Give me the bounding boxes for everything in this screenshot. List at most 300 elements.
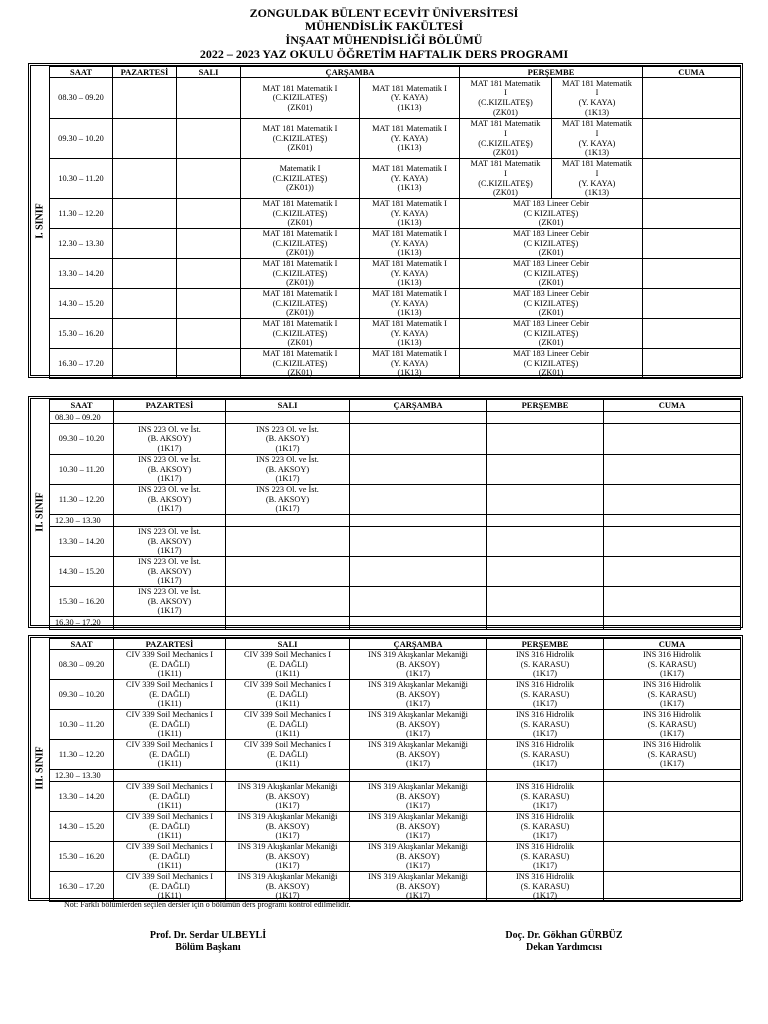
course-cell — [604, 455, 741, 485]
course-cell — [643, 259, 741, 289]
course-line: MAT 181 Matematik I — [372, 229, 447, 239]
course-line: (B. AKSOY) — [147, 434, 192, 444]
course-cell — [604, 650, 741, 680]
course-line: MAT 181 Matematik — [470, 78, 541, 88]
course-line: (1K11) — [157, 801, 182, 811]
course-line: MAT 181 Matematik I — [262, 199, 338, 209]
course-line: (1K17) — [660, 729, 684, 739]
course-cell — [350, 770, 487, 782]
course-line: (S. KARASU) — [520, 689, 570, 699]
course-line: (1K17) — [406, 831, 430, 841]
course-line: (1K11) — [275, 759, 300, 769]
course-line: INS 316 Hidrolik — [515, 740, 575, 750]
course-line: (ZK01) — [493, 107, 518, 117]
course-line: INS 316 Hidrolik — [515, 710, 575, 720]
course-line: (Y. KAYA) — [578, 98, 616, 107]
course-line: MAT 181 Matematik I — [372, 259, 447, 269]
course-cell — [643, 229, 741, 259]
course-line: (S. KARASU) — [520, 659, 570, 669]
course-cell — [460, 159, 552, 199]
course-line: (1K17) — [406, 669, 430, 679]
course-line: (ZK01) — [287, 143, 313, 153]
course-line: (E. DAĞLI) — [149, 821, 190, 831]
course-cell — [460, 289, 643, 319]
course-line: (C.KIZILATEŞ) — [478, 178, 533, 188]
course-line: (ZK01)) — [286, 308, 314, 318]
course-line: MAT 183 Lineer Cebir — [512, 349, 590, 358]
course-cell — [552, 159, 643, 199]
course-cell — [604, 710, 741, 740]
course-cell — [604, 485, 741, 515]
course-cell — [350, 587, 487, 617]
course-line: (1K17) — [275, 474, 300, 484]
course-cell — [487, 527, 604, 557]
day-header: CUMA — [604, 400, 741, 412]
course-cell — [350, 557, 487, 587]
course-line: (1K17) — [406, 801, 430, 811]
course-cell — [113, 199, 177, 229]
course-line: INS 319 Akışkanlar Mekaniği — [368, 740, 468, 750]
course-line: CIV 339 Soil Mechanics I — [126, 710, 213, 720]
course-line: INS 319 Akışkanlar Mekaniği — [368, 650, 468, 660]
course-cell — [460, 259, 643, 289]
course-line: (1K13) — [397, 183, 422, 193]
course-line: (E. DAĞLI) — [149, 719, 190, 729]
schedule-row — [50, 259, 741, 289]
course-line: (C.KIZILATEŞ) — [272, 328, 328, 338]
course-line: MAT 183 Lineer Cebir — [512, 199, 590, 209]
course-cell — [604, 812, 741, 842]
course-cell — [487, 872, 604, 902]
course-line: (1K17) — [533, 729, 557, 739]
course-line: (1K17) — [406, 729, 430, 739]
course-cell — [487, 710, 604, 740]
course-cell — [114, 557, 226, 587]
course-cell — [114, 782, 226, 812]
time-slot: 13.30 – 14.20 — [50, 782, 114, 812]
course-line: CIV 339 Soil Mechanics I — [126, 740, 213, 750]
time-slot: 16.30 – 17.20 — [50, 617, 114, 630]
course-line: (S. KARASU) — [520, 851, 570, 861]
grade2-label-cell — [31, 399, 50, 625]
course-line: (1K11) — [157, 759, 182, 769]
course-cell — [114, 455, 226, 485]
course-line: (1K13) — [397, 102, 422, 112]
course-line: (S. KARASU) — [520, 719, 570, 729]
course-cell — [350, 710, 487, 740]
course-line: (Y. KAYA) — [391, 358, 428, 368]
course-line: I — [504, 88, 507, 98]
course-cell — [604, 424, 741, 455]
course-cell — [177, 119, 241, 159]
course-line: INS 316 Hidrolik — [642, 740, 702, 750]
course-line: CIV 339 Soil Mechanics I — [244, 650, 331, 660]
course-cell — [487, 412, 604, 424]
course-line: (ZK01) — [538, 218, 564, 228]
course-line: MAT 183 Lineer Cebir — [512, 319, 590, 329]
course-cell — [241, 229, 360, 259]
schedule-row — [50, 485, 741, 515]
course-cell — [226, 515, 350, 527]
grade3-label: III. SINIF — [34, 746, 46, 790]
course-cell — [604, 782, 741, 812]
time-slot: 14.30 – 15.20 — [50, 557, 114, 587]
course-cell — [460, 229, 643, 259]
course-line: I — [595, 88, 599, 98]
course-cell — [114, 424, 226, 455]
course-line: (1K11) — [157, 699, 182, 709]
course-line: (1K11) — [157, 861, 182, 871]
schedule-row — [50, 78, 741, 119]
course-cell — [487, 740, 604, 770]
course-cell — [460, 78, 552, 119]
day-header: SALI — [226, 639, 350, 650]
course-cell — [604, 617, 741, 630]
course-line: CIV 339 Soil Mechanics I — [126, 812, 213, 822]
course-line: MAT 181 Matematik I — [372, 164, 447, 174]
course-line: (1K13) — [397, 338, 422, 348]
course-cell — [643, 119, 741, 159]
course-line: I — [504, 168, 507, 178]
course-line: (ZK01) — [538, 278, 564, 288]
course-cell — [604, 770, 741, 782]
course-line: (Y. KAYA) — [391, 173, 428, 183]
course-line: (1K17) — [157, 606, 182, 616]
day-header: SAAT — [50, 639, 114, 650]
day-header: PAZARTESİ — [114, 400, 226, 412]
schedule-row — [50, 740, 741, 770]
course-line: INS 319 Akışkanlar Mekaniği — [237, 842, 338, 852]
course-cell — [226, 842, 350, 872]
course-cell — [604, 412, 741, 424]
course-line: INS 223 Ol. ve İst. — [138, 424, 201, 434]
course-cell — [226, 710, 350, 740]
course-cell — [360, 199, 460, 229]
course-cell — [114, 740, 226, 770]
course-cell — [177, 259, 241, 289]
course-line: (1K17) — [533, 699, 557, 709]
course-line: MAT 181 Matematik I — [372, 289, 447, 299]
course-cell — [226, 650, 350, 680]
course-line: (1K17) — [157, 443, 182, 453]
document-title: 2022 – 2023 YAZ OKULU ÖĞRETİM HAFTALIK DERS PROGRAMI — [199, 47, 569, 61]
course-line: (S. KARASU) — [647, 659, 697, 669]
course-line: (C KIZILATEŞ) — [523, 208, 579, 218]
course-cell — [604, 557, 741, 587]
course-line: (B. AKSOY) — [396, 749, 440, 759]
course-cell — [226, 872, 350, 902]
course-cell — [241, 78, 360, 119]
course-line: (1K17) — [406, 891, 430, 901]
course-line: (Y. KAYA) — [578, 178, 616, 188]
course-cell — [552, 78, 643, 119]
course-line: INS 223 Ol. ve İst. — [138, 587, 201, 597]
course-line: MAT 181 Matematik I — [262, 259, 338, 269]
schedule-row — [50, 289, 741, 319]
course-line: (C KIZILATEŞ) — [523, 298, 579, 308]
course-line: (1K17) — [660, 699, 684, 709]
course-cell — [350, 782, 487, 812]
course-line: (1K13) — [585, 188, 609, 198]
course-line: (Y. KAYA) — [391, 208, 428, 218]
course-line: (1K17) — [275, 831, 300, 841]
day-header: SAAT — [50, 400, 114, 412]
course-cell — [643, 78, 741, 119]
course-line: (ZK01) — [538, 338, 564, 348]
time-slot: 08.30 – 09.20 — [50, 650, 114, 680]
course-cell — [241, 159, 360, 199]
schedule-row — [50, 812, 741, 842]
grade3-label-cell — [31, 638, 50, 898]
course-line: INS 316 Hidrolik — [642, 680, 702, 690]
course-line: (1K11) — [157, 831, 182, 841]
course-cell — [487, 650, 604, 680]
course-line: INS 319 Akışkanlar Mekaniği — [368, 812, 468, 822]
course-line: MAT 181 Matematik I — [262, 349, 338, 358]
course-cell — [360, 289, 460, 319]
course-line: (B. AKSOY) — [396, 659, 440, 669]
course-line: INS 316 Hidrolik — [515, 812, 575, 822]
course-cell — [487, 782, 604, 812]
course-cell — [643, 199, 741, 229]
time-slot: 15.30 – 16.20 — [50, 587, 114, 617]
course-line: (1K17) — [157, 504, 182, 514]
course-line: (C.KIZILATEŞ) — [272, 298, 328, 308]
course-line: (1K13) — [397, 278, 422, 288]
course-line: (B. AKSOY) — [265, 494, 310, 504]
course-cell — [360, 259, 460, 289]
course-line: INS 319 Akışkanlar Mekaniği — [368, 680, 468, 690]
schedule-row — [50, 424, 741, 455]
course-cell — [177, 229, 241, 259]
schedule-row — [50, 650, 741, 680]
course-line: I — [595, 128, 599, 138]
course-cell — [487, 587, 604, 617]
course-cell — [114, 587, 226, 617]
day-header: ÇARŞAMBA — [350, 400, 487, 412]
course-cell — [487, 455, 604, 485]
course-cell — [113, 289, 177, 319]
time-slot: 09.30 – 10.20 — [50, 424, 114, 455]
course-cell — [350, 515, 487, 527]
schedule-row — [50, 617, 741, 630]
course-line: (1K17) — [533, 759, 557, 769]
course-line: (Y. KAYA) — [391, 328, 428, 338]
course-line: CIV 339 Soil Mechanics I — [126, 650, 213, 660]
course-cell — [350, 412, 487, 424]
course-line: INS 223 Ol. ve İst. — [256, 485, 319, 495]
course-line: (C.KIZILATEŞ) — [272, 173, 328, 183]
course-line: (C.KIZILATEŞ) — [272, 358, 328, 368]
course-cell — [604, 527, 741, 557]
course-cell — [226, 617, 350, 630]
course-cell — [114, 617, 226, 630]
course-line: (1K11) — [275, 699, 300, 709]
course-cell — [487, 617, 604, 630]
course-line: MAT 181 Matematik I — [372, 199, 447, 209]
course-line: INS 319 Akışkanlar Mekaniği — [368, 872, 468, 881]
course-line: (1K17) — [533, 861, 557, 871]
course-cell — [113, 119, 177, 159]
course-line: (1K17) — [275, 504, 300, 514]
grade1-block — [28, 63, 743, 378]
course-cell — [177, 159, 241, 199]
course-line: (ZK01) — [538, 308, 564, 318]
course-cell — [360, 319, 460, 349]
course-cell — [350, 485, 487, 515]
course-cell — [226, 412, 350, 424]
course-cell — [177, 349, 241, 379]
time-slot: 16.30 – 17.20 — [50, 872, 114, 902]
day-header: CUMA — [604, 639, 741, 650]
course-cell — [460, 119, 552, 159]
course-line: (1K17) — [157, 546, 182, 556]
faculty-name: MÜHENDİSLİK FAKÜLTESİ — [304, 19, 464, 33]
course-line: (1K17) — [533, 891, 557, 901]
schedule-row — [50, 199, 741, 229]
course-cell — [360, 159, 460, 199]
course-line: MAT 181 Matematik — [562, 159, 632, 169]
course-cell — [226, 455, 350, 485]
course-cell — [226, 782, 350, 812]
course-line: (E. DAĞLI) — [267, 749, 308, 759]
course-line: (E. DAĞLI) — [267, 659, 308, 669]
course-cell — [113, 349, 177, 379]
course-line: INS 319 Akışkanlar Mekaniği — [368, 710, 468, 720]
time-slot: 14.30 – 15.20 — [50, 812, 114, 842]
course-cell — [487, 842, 604, 872]
schedule-row — [50, 119, 741, 159]
course-cell — [226, 485, 350, 515]
time-slot: 11.30 – 12.20 — [50, 485, 114, 515]
course-line: INS 316 Hidrolik — [515, 842, 575, 852]
course-line: (1K17) — [533, 669, 557, 679]
course-line: (ZK01) — [287, 368, 313, 378]
schedule-row — [50, 515, 741, 527]
course-cell — [350, 650, 487, 680]
course-line: (ZK01) — [493, 188, 518, 198]
time-slot: 12.30 – 13.30 — [50, 515, 114, 527]
course-cell — [177, 319, 241, 349]
course-line: (B. AKSOY) — [396, 719, 440, 729]
course-cell — [226, 424, 350, 455]
course-cell — [226, 557, 350, 587]
course-line: INS 316 Hidrolik — [515, 782, 575, 792]
course-line: MAT 181 Matematik I — [262, 83, 338, 93]
course-cell — [114, 485, 226, 515]
course-cell — [226, 740, 350, 770]
course-line: (S. KARASU) — [520, 821, 570, 831]
course-line: MAT 181 Matematik I — [262, 229, 338, 239]
course-cell — [487, 812, 604, 842]
course-line: (1K13) — [585, 107, 609, 117]
course-cell — [241, 119, 360, 159]
course-line: CIV 339 Soil Mechanics I — [126, 842, 213, 852]
time-slot: 09.30 – 10.20 — [50, 680, 114, 710]
course-line: (B. AKSOY) — [265, 791, 310, 801]
course-line: CIV 339 Soil Mechanics I — [244, 680, 331, 690]
course-cell — [177, 78, 241, 119]
time-slot: 08.30 – 09.20 — [50, 78, 113, 119]
course-line: (S. KARASU) — [520, 749, 570, 759]
course-line: (B. AKSOY) — [265, 881, 310, 891]
course-cell — [487, 515, 604, 527]
day-header: CUMA — [643, 67, 741, 78]
time-slot: 11.30 – 12.20 — [50, 199, 113, 229]
schedule-row — [50, 770, 741, 782]
course-line: INS 223 Ol. ve İst. — [256, 455, 319, 465]
course-line: (C.KIZILATEŞ) — [272, 133, 328, 143]
course-line: MAT 183 Lineer Cebir — [512, 259, 590, 269]
course-cell — [226, 812, 350, 842]
course-cell — [241, 349, 360, 379]
course-line: INS 223 Ol. ve İst. — [138, 557, 201, 567]
course-line: (1K11) — [157, 891, 182, 901]
course-line: MAT 181 Matematik — [470, 119, 541, 129]
time-slot: 14.30 – 15.20 — [50, 289, 113, 319]
course-line: (ZK01) — [287, 338, 313, 348]
course-cell — [460, 199, 643, 229]
course-line: (ZK01)) — [286, 248, 314, 258]
course-cell — [177, 199, 241, 229]
course-line: MAT 181 Matematik — [562, 78, 632, 88]
course-line: MAT 181 Matematik I — [372, 124, 447, 134]
time-slot: 13.30 – 14.20 — [50, 527, 114, 557]
course-line: (E. DAĞLI) — [149, 689, 190, 699]
course-cell — [114, 515, 226, 527]
course-line: (1K13) — [397, 143, 422, 153]
course-line: (S. KARASU) — [647, 689, 697, 699]
course-line: (C KIZILATEŞ) — [523, 238, 579, 248]
course-line: (Y. KAYA) — [391, 93, 428, 103]
course-cell — [487, 680, 604, 710]
course-line: MAT 181 Matematik I — [372, 349, 447, 358]
course-line: (B. AKSOY) — [265, 464, 310, 474]
course-cell — [552, 119, 643, 159]
course-line: INS 316 Hidrolik — [642, 710, 702, 720]
course-line: (C.KIZILATEŞ) — [272, 238, 328, 248]
grade1-label: I. SINIF — [34, 202, 46, 239]
schedule-row — [50, 710, 741, 740]
course-line: (1K17) — [275, 891, 300, 901]
course-line: (1K17) — [275, 861, 300, 871]
schedule-row — [50, 842, 741, 872]
course-cell — [114, 680, 226, 710]
course-line: (Y. KAYA) — [391, 238, 428, 248]
schedule-row — [50, 782, 741, 812]
course-line: I — [595, 168, 599, 178]
course-cell — [604, 872, 741, 902]
course-cell — [241, 259, 360, 289]
signature-name: Prof. Dr. Serdar ULBEYLİ — [149, 930, 267, 941]
day-header: SAAT — [50, 67, 113, 78]
course-line: (1K13) — [397, 248, 422, 258]
day-header: ÇARŞAMBA — [241, 67, 460, 78]
course-cell — [643, 319, 741, 349]
course-line: INS 319 Akışkanlar Mekaniği — [368, 782, 468, 792]
course-cell — [226, 527, 350, 557]
course-line: CIV 339 Soil Mechanics I — [244, 710, 331, 720]
course-cell — [350, 812, 487, 842]
grade1-label-cell — [31, 66, 50, 375]
course-line: (B. AKSOY) — [265, 434, 310, 444]
course-line: (1K11) — [275, 669, 300, 679]
course-cell — [487, 770, 604, 782]
course-cell — [643, 159, 741, 199]
course-line: (B. AKSOY) — [396, 821, 440, 831]
course-line: (B. AKSOY) — [396, 881, 440, 891]
schedule-row — [50, 455, 741, 485]
